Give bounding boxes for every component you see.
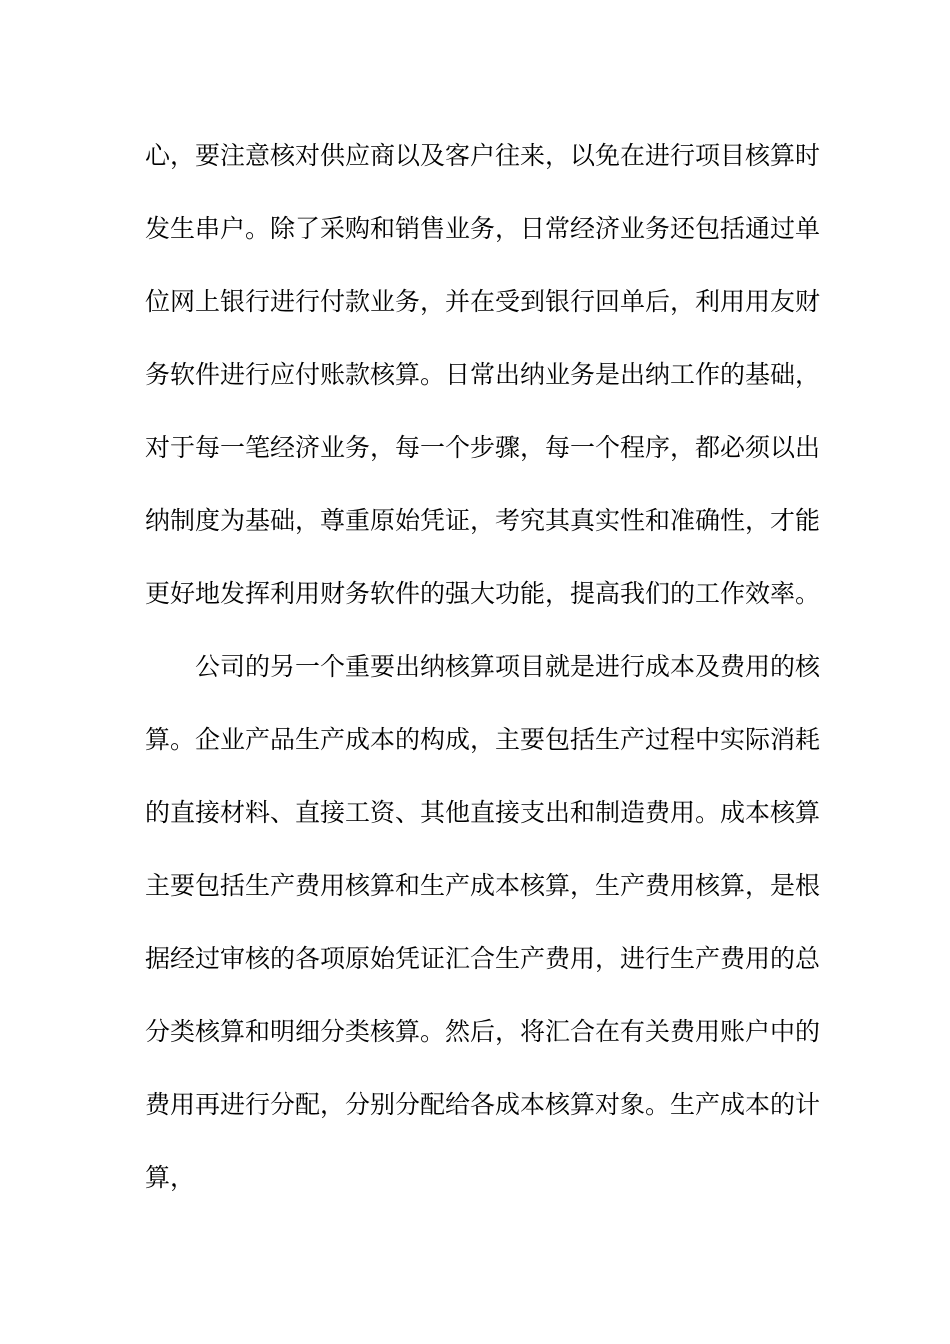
- text-line: 位网上银行进行付款业务，并在受到银行回单后，利用用友财: [145, 287, 821, 316]
- text-line: 更好地发挥利用财务软件的强大功能，提高我们的工作效率。: [145, 579, 821, 608]
- text-line: 的直接材料、直接工资、其他直接支出和制造费用。成本核算: [145, 798, 821, 827]
- text-line: 主要包括生产费用核算和生产成本核算，生产费用核算，是根: [145, 871, 821, 900]
- paragraph-first-line: 公司的另一个重要出纳核算项目就是进行成本及费用的核: [195, 652, 821, 681]
- text-line: 心，要注意核对供应商以及客户往来，以免在进行项目核算时: [145, 141, 821, 170]
- text-line: 发生串户。除了采购和销售业务，日常经济业务还包括通过单: [145, 214, 821, 243]
- text-line: 务软件进行应付账款核算。日常出纳业务是出纳工作的基础，: [145, 360, 821, 389]
- text-line: 分类核算和明细分类核算。然后，将汇合在有关费用账户中的: [145, 1017, 821, 1046]
- text-line: 算。企业产品生产成本的构成，主要包括生产过程中实际消耗: [145, 725, 821, 754]
- text-line: 纳制度为基础，尊重原始凭证，考究其真实性和准确性，才能: [145, 506, 821, 535]
- text-line: 据经过审核的各项原始凭证汇合生产费用，进行生产费用的总: [145, 944, 821, 973]
- text-line: 算，: [145, 1163, 196, 1192]
- text-line: 费用再进行分配，分别分配给各成本核算对象。生产成本的计: [145, 1090, 821, 1119]
- text-line: 对于每一笔经济业务，每一个步骤，每一个程序，都必须以出: [145, 433, 821, 462]
